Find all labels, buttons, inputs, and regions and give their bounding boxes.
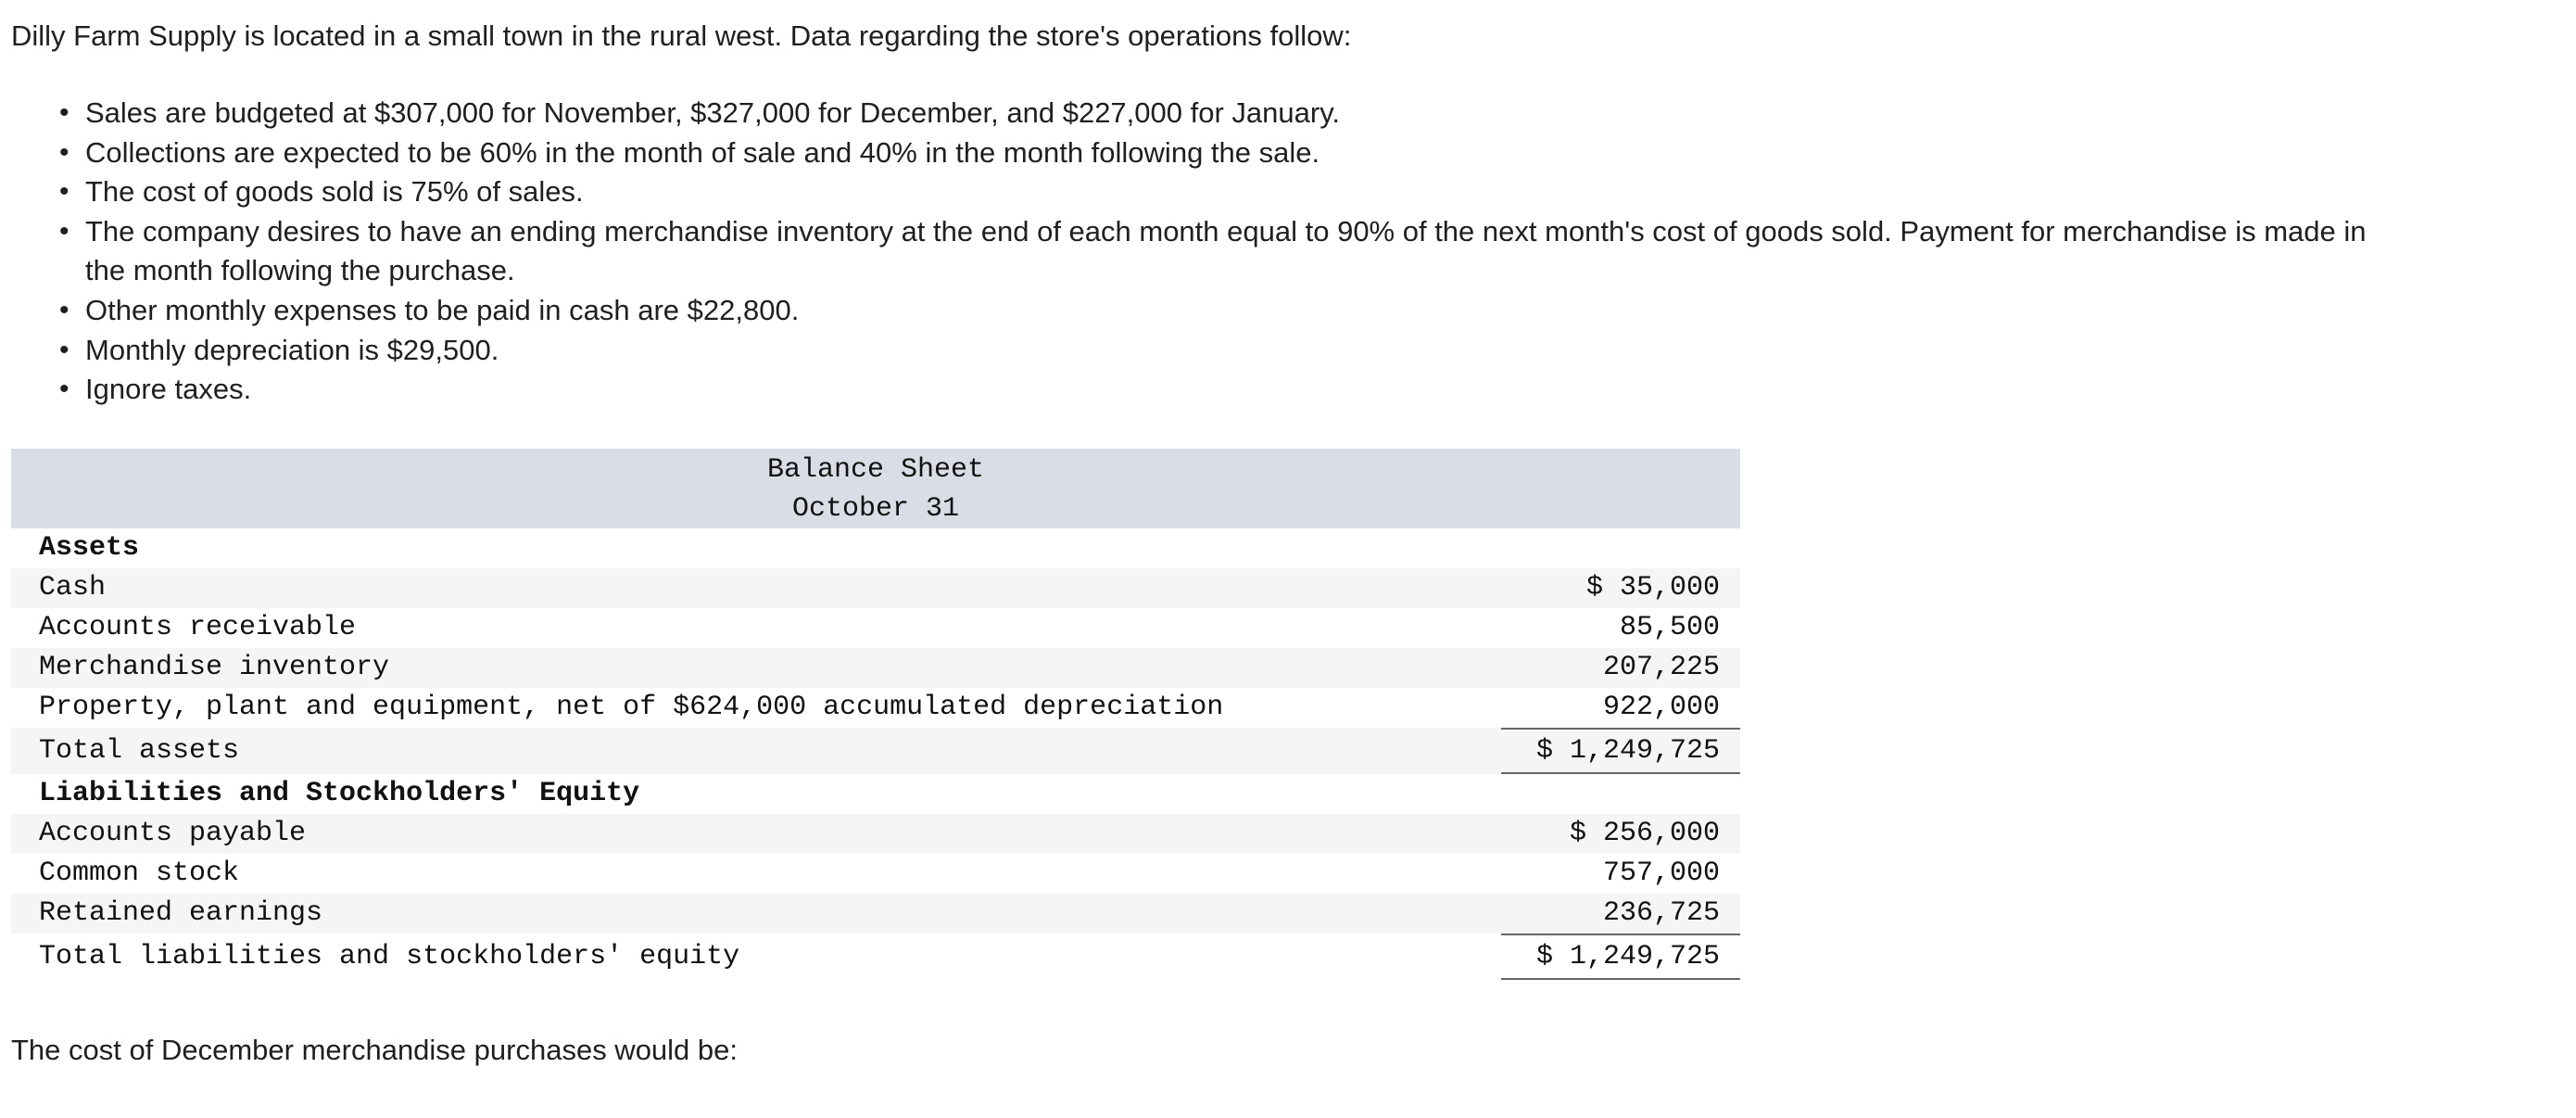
assets-heading: Assets	[39, 532, 140, 564]
liabilities-heading: Liabilities and Stockholders' Equity	[39, 778, 640, 809]
table-row	[11, 814, 1740, 854]
list-item: • Collections are expected to be 60% in the month of sale and 40% in the month following the sale.	[85, 133, 2513, 173]
list-item: • Ignore taxes.	[85, 370, 2513, 410]
operations-list	[85, 94, 2513, 410]
row-amount: $ 1,249,725	[1535, 735, 1720, 767]
row-label: Accounts receivable	[39, 612, 357, 643]
list-item: • Other monthly expenses to be paid in cash are $22,800.	[85, 291, 2513, 331]
row-amount: $ 1,249,725	[1535, 941, 1720, 972]
table-row	[11, 608, 1740, 648]
row-label: Merchandise inventory	[39, 652, 390, 683]
row-label: Cash	[39, 572, 107, 603]
total-assets-row	[11, 728, 1740, 774]
row-amount: 922,000	[1602, 692, 1720, 723]
list-item: • Monthly depreciation is $29,500.	[85, 331, 2513, 371]
list-item: • The cost of goods sold is 75% of sales.	[85, 172, 2513, 212]
row-label: Common stock	[39, 858, 240, 889]
table-row	[11, 648, 1740, 688]
list-item: • Sales are budgeted at $307,000 for November, $327,000 for December, and $227,000 for January.	[85, 94, 2513, 133]
list-item-line: the month following the purchase.	[85, 254, 515, 287]
row-label: Total assets	[39, 735, 240, 767]
row-amount: 757,000	[1602, 858, 1720, 889]
row-amount: 207,225	[1602, 652, 1720, 683]
table-row	[11, 568, 1740, 608]
row-amount: $ 35,000	[1585, 572, 1720, 603]
total-rule	[1501, 978, 1740, 980]
row-label: Accounts payable	[39, 818, 307, 849]
table-row	[11, 688, 1740, 728]
row-amount: $ 256,000	[1569, 818, 1720, 849]
table-row	[11, 854, 1740, 894]
total-liabilities-row	[11, 934, 1740, 980]
row-label: Total liabilities and stockholders' equity	[39, 941, 740, 972]
intro-text: Dilly Farm Supply is located in a small town in the rural west. Data regarding the store's operations follow:	[11, 19, 1352, 52]
assets-heading-row	[11, 528, 1740, 568]
list-item	[85, 212, 2513, 291]
balance-sheet-title: Balance Sheet	[766, 454, 985, 486]
balance-sheet-table	[11, 449, 1740, 980]
row-label: Retained earnings	[39, 897, 323, 929]
balance-sheet-date: October 31	[791, 493, 960, 525]
table-row	[11, 894, 1740, 934]
question-text: The cost of December merchandise purchases would be:	[11, 1034, 739, 1066]
row-amount: 85,500	[1619, 612, 1720, 643]
balance-sheet-header	[11, 449, 1740, 528]
row-label: Property, plant and equipment, net of $624,000 accumulated depreciation	[39, 692, 1224, 723]
liabilities-heading-row	[11, 774, 1740, 814]
list-item-line: The company desires to have an ending merchandise inventory at the end of each month equal to 90% of the next month's cost of goods sold. Payment for merchandise is made in	[85, 214, 2367, 248]
row-amount: 236,725	[1602, 897, 1720, 929]
